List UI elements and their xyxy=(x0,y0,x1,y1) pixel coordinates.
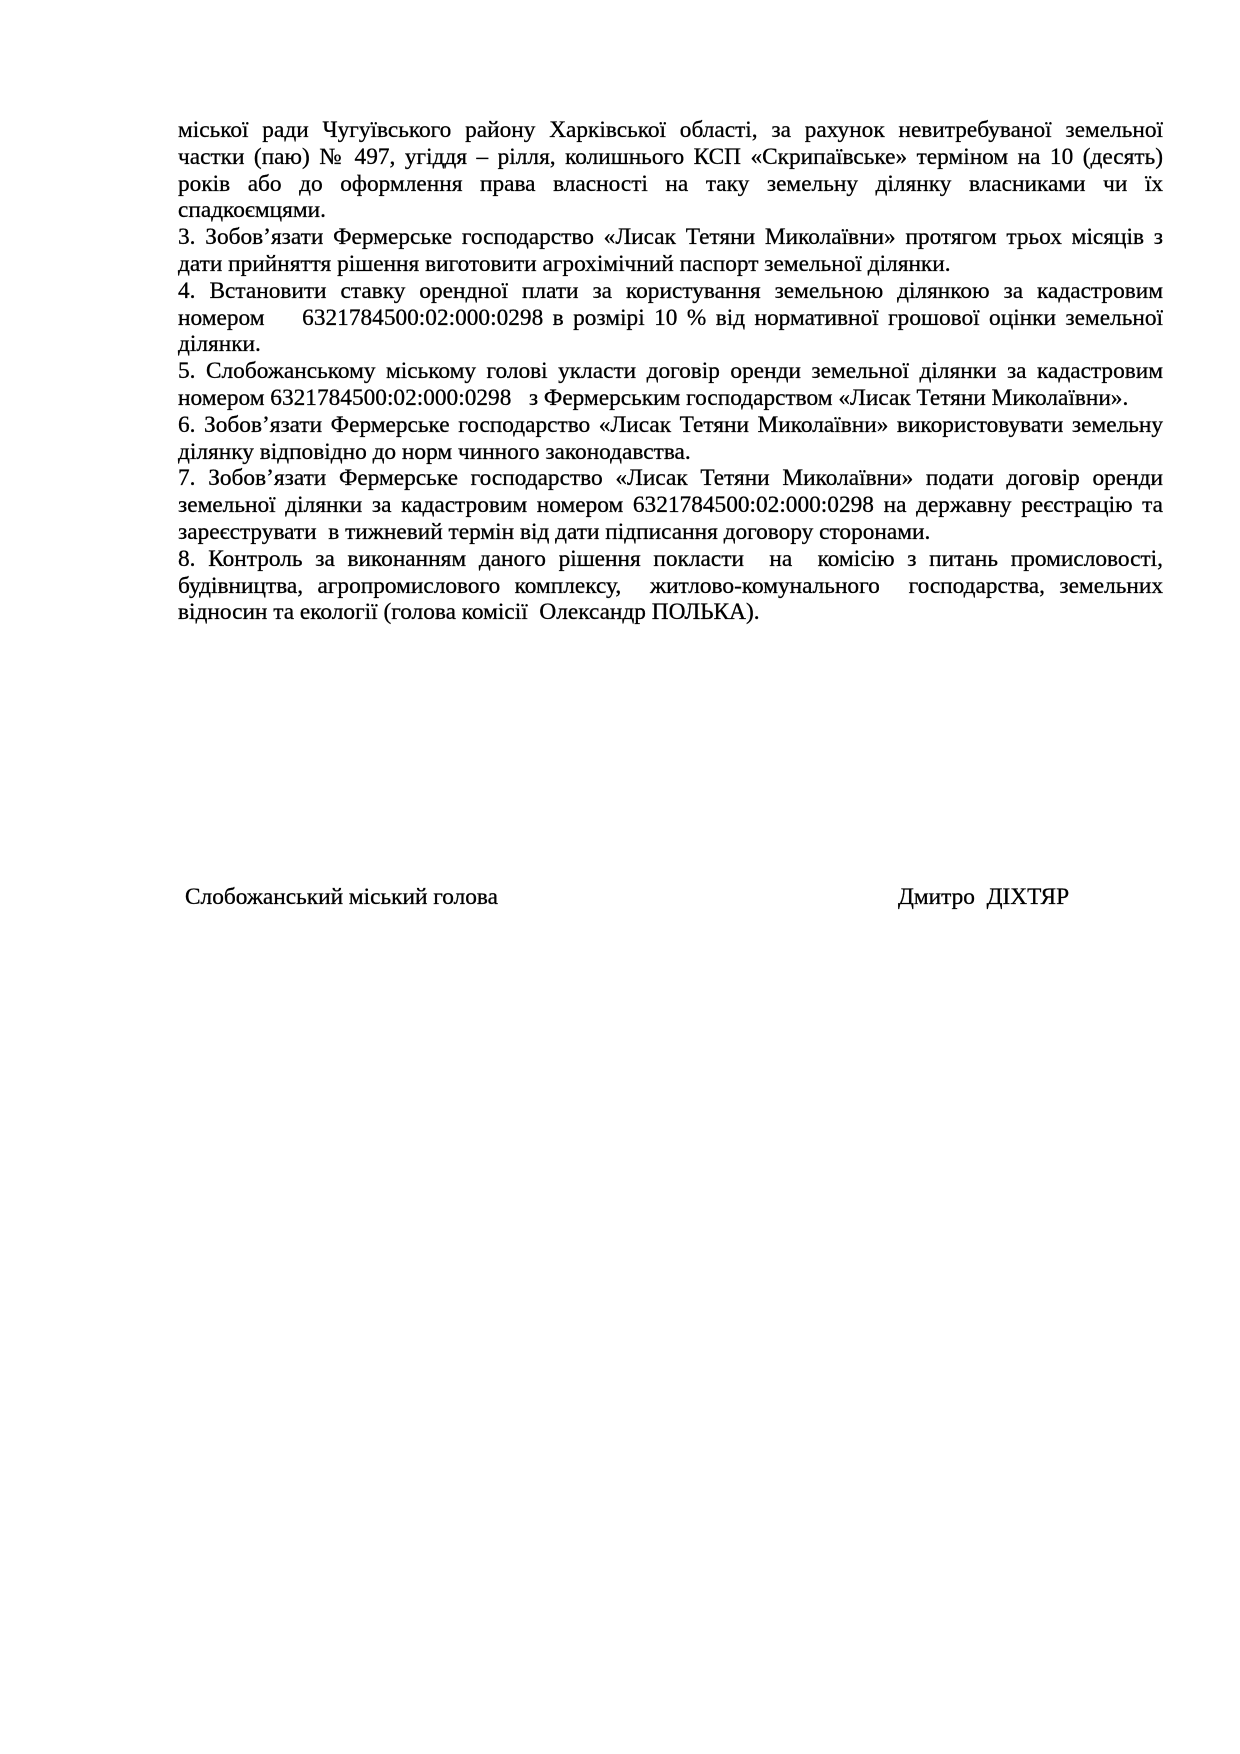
signatory-name: Дмитро ДІХТЯР xyxy=(898,884,1070,910)
paragraph-item-5: 5. Слобожанському міському голові укласти договір оренди земельної ділянки за кадастровим номером 6321784500:02:000:0298 з Фермерським господарством «Лисак Тетяни Миколаївни». xyxy=(178,358,1163,411)
paragraph-item-4: 4. Встановити ставку орендної плати за користування земельною ділянкою за кадастровим номером 6321784500:02:000:0298 в розмірі 10 % від нормативної грошової оцінки земельної ділянки. xyxy=(178,277,1163,358)
signature-row xyxy=(178,884,1163,911)
paragraph-item-3: 3. Зобов’язати Фермерське господарство «Лисак Тетяни Миколаївни» протягом трьох місяців з дати прийняття рішення виготовити агрохімічний паспорт земельної ділянки. xyxy=(178,224,1163,277)
signatory-position: Слобожанський міський голова xyxy=(185,884,498,910)
paragraph-item-6: 6. Зобов’язати Фермерське господарство «Лисак Тетяни Миколаївни» використовувати земельну ділянку відповідно до норм чинного законодавства. xyxy=(178,411,1163,465)
document-text-block xyxy=(178,117,1163,626)
paragraph-item-7: 7. Зобов’язати Фермерське господарство «Лисак Тетяни Миколаївни» подати договір оренди земельної ділянки за кадастровим номером 6321784500:02:000:0298 на державну реєстрацію та зареєструвати в тижневий термін від дати підписання договору сторонами. xyxy=(178,465,1163,545)
paragraph-item-8: 8. Контроль за виконанням даного рішення покласти на комісію з питань промисловості, будівництва, агропромислового комплексу, житлово-комунального господарства, земельних відносин та екології (голова комісії Олександр ПОЛЬКА). xyxy=(178,545,1163,626)
paragraph-continuation: міської ради Чугуївського району Харківської області, за рахунок невитребуваної земельної частки (паю) № 497, угіддя – рілля, колишнього КСП «Скрипаївське» терміном на 10 (десять) років або до оформлення права власності на таку земельну ділянку власниками чи їх спадкоємцями. xyxy=(178,117,1163,224)
